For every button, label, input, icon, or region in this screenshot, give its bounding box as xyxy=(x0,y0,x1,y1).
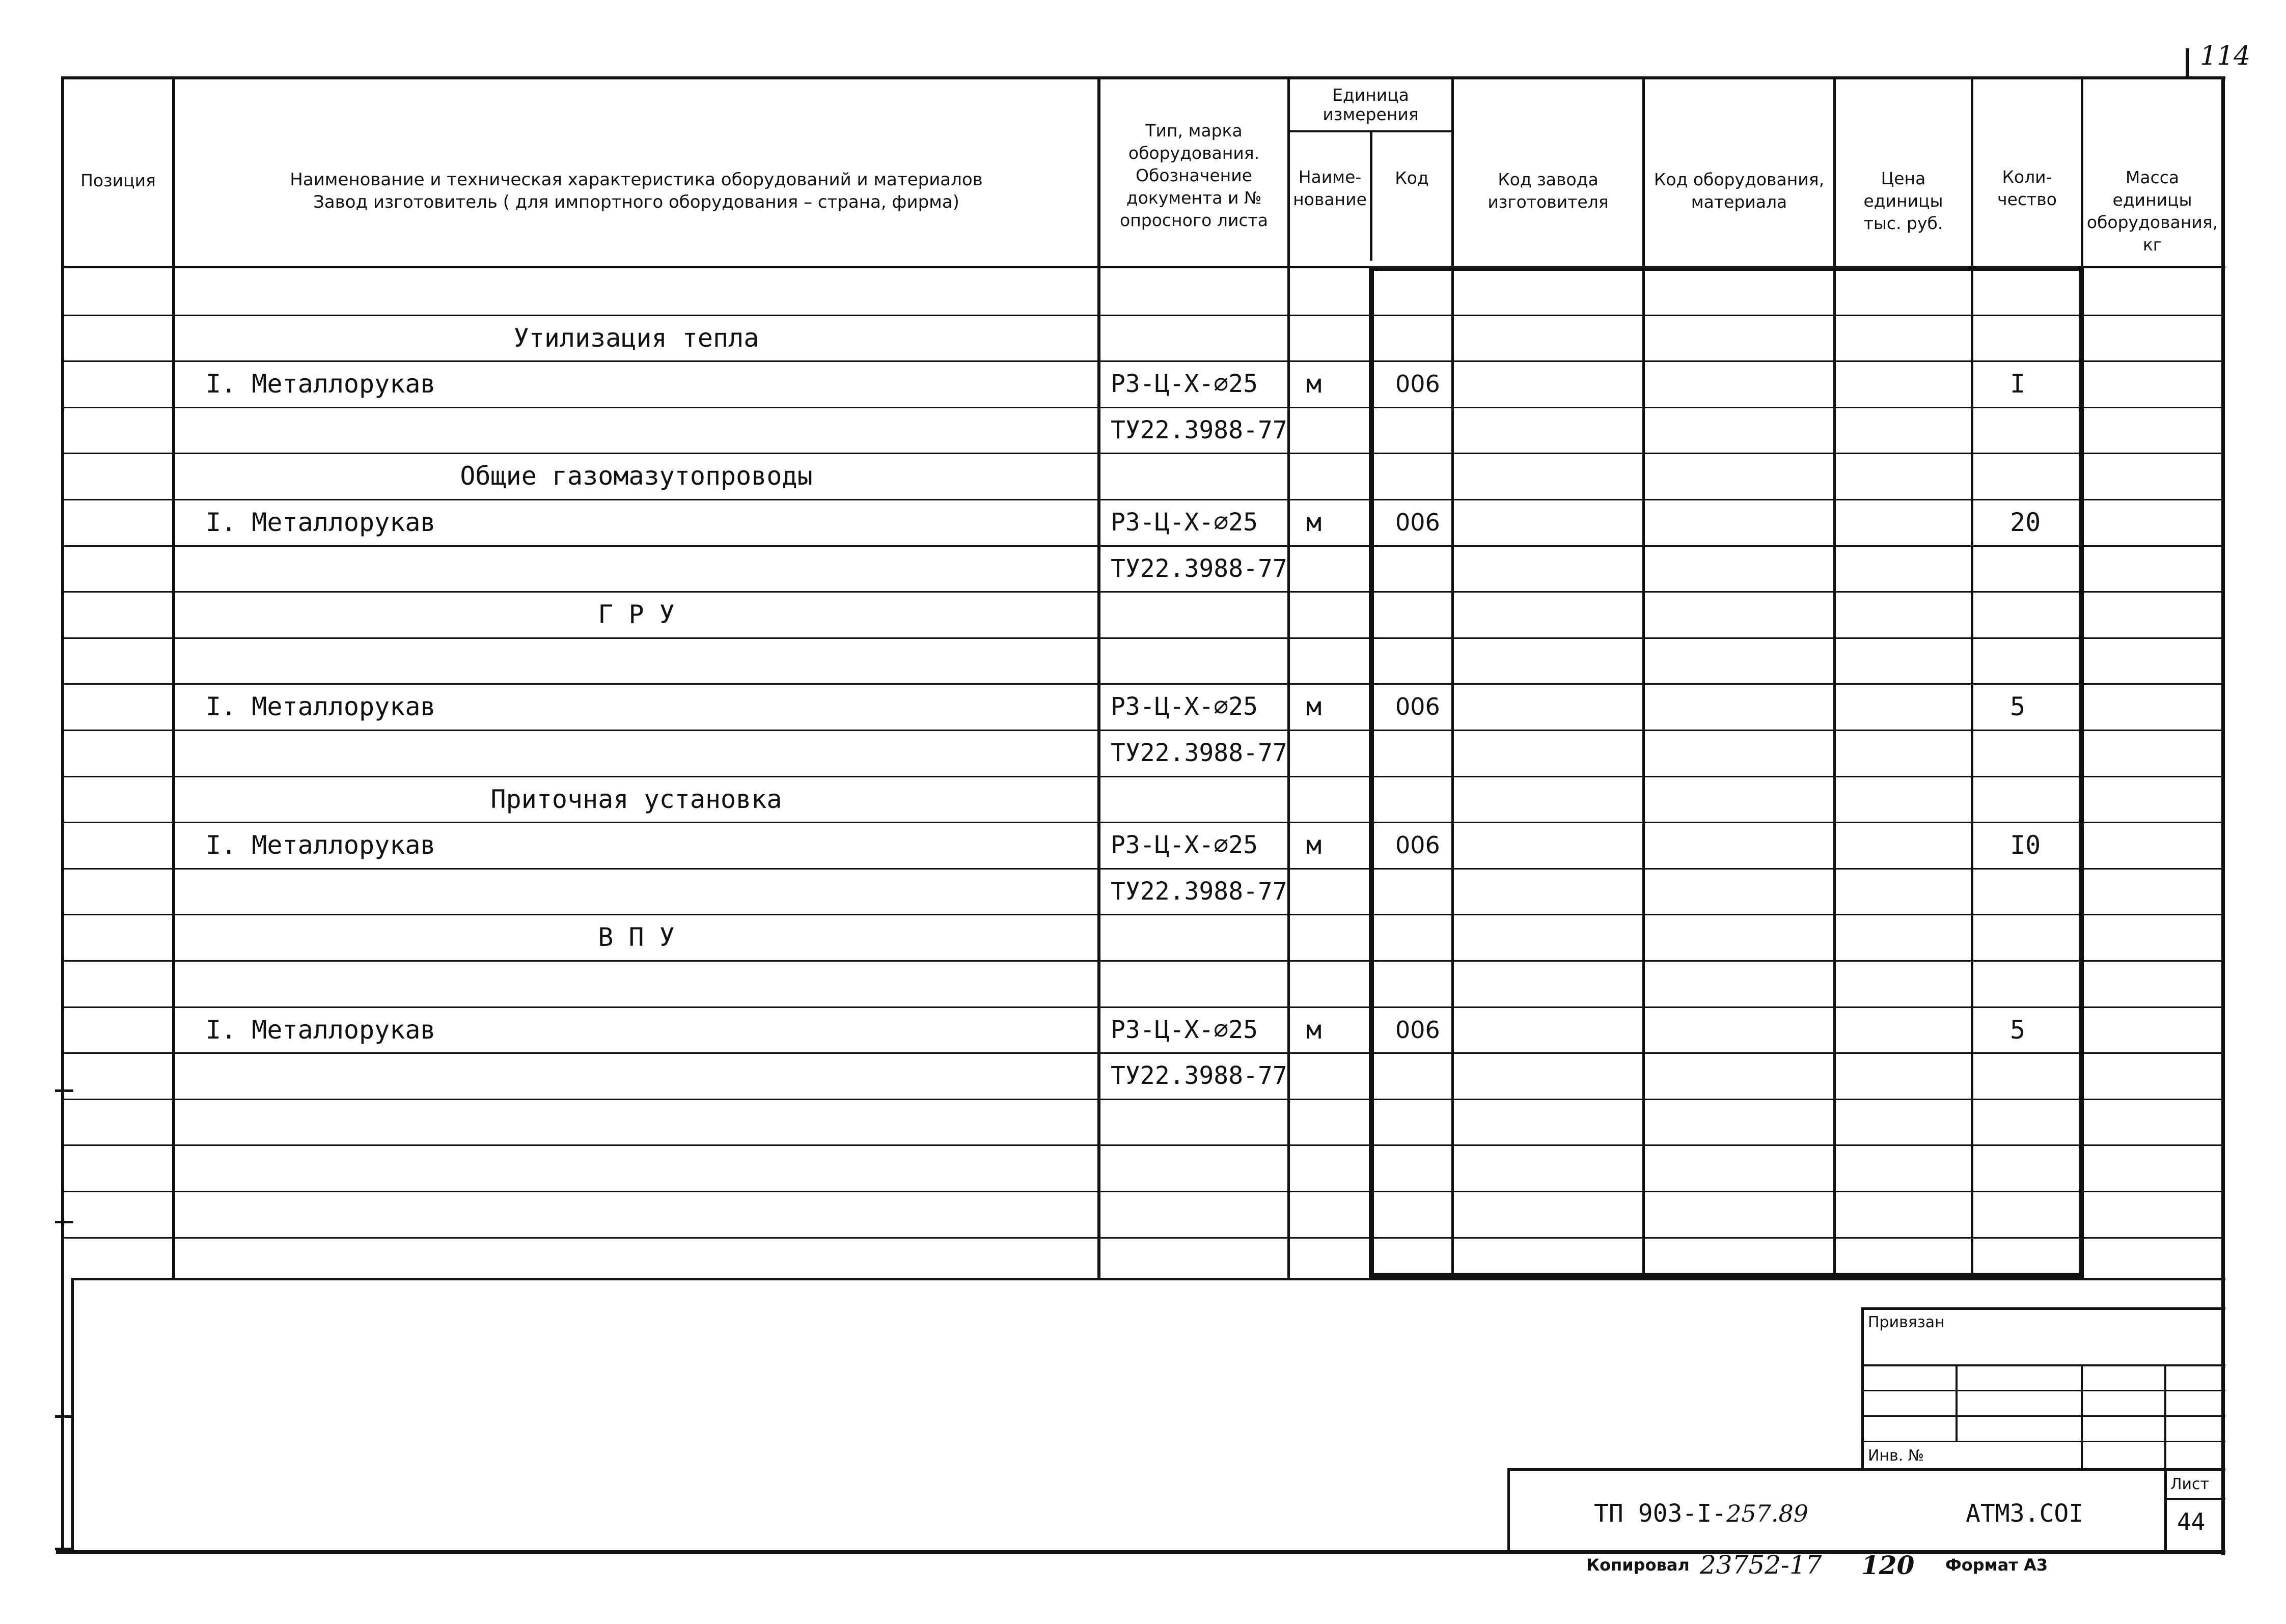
item-name: I. Металлорукав xyxy=(206,691,436,721)
stamp-line xyxy=(1861,1415,2225,1417)
stamp-line xyxy=(2164,1498,2225,1500)
item-code xyxy=(1374,868,1451,914)
frame-top xyxy=(61,76,2225,79)
header-name: Наименование и техническая характеристика оборудований и материалов Завод изготовитель ( для импортного оборудования – страна, фирма) xyxy=(290,170,983,212)
item-code: 006 xyxy=(1395,508,1440,536)
page-number-tick xyxy=(2186,48,2189,76)
doc-code-handwritten: 257.89 xyxy=(1726,1500,1809,1527)
bold-block-top xyxy=(1370,266,2083,271)
item-code xyxy=(1374,407,1451,453)
header-factory-code: Код завода изготовителя xyxy=(1488,170,1609,212)
item-code xyxy=(1374,730,1451,776)
stamp-line xyxy=(1507,1468,1510,1553)
item-name: I. Металлорукав xyxy=(206,1015,436,1045)
doc-code-prefix: ТП 903-I- xyxy=(1594,1499,1727,1528)
item-quantity: I0 xyxy=(2010,830,2041,860)
section-title: Г Р У xyxy=(598,599,675,629)
item-unit: м xyxy=(1306,691,1322,721)
stamp-doc-code xyxy=(1594,1499,1808,1528)
row-divider xyxy=(64,1099,2221,1100)
header-quantity: Коли- чество xyxy=(1997,167,2057,209)
item-quantity xyxy=(1973,1052,2079,1099)
item-code: 006 xyxy=(1395,1016,1440,1044)
stamp-line xyxy=(1507,1468,2225,1471)
item-type: ТУ22.3988-77 xyxy=(1111,415,1287,444)
footer-copy-no: 23752-17 xyxy=(1700,1550,1822,1580)
item-name xyxy=(175,407,1097,453)
header-mass: Масса единицы оборудования, кг xyxy=(2086,167,2218,255)
header-type: Тип, марка оборудования. Обозначение документа и № опросного листа xyxy=(1120,121,1268,230)
item-code xyxy=(1374,545,1451,592)
item-type: РЗ-Ц-Х-⌀25 xyxy=(1111,1015,1258,1044)
margin-tick xyxy=(55,1089,73,1092)
footer-copy-sheet: 120 xyxy=(1861,1550,1915,1580)
item-type: ТУ22.3988-77 xyxy=(1111,554,1287,583)
item-unit: м xyxy=(1306,369,1322,399)
bold-block-right xyxy=(2079,266,2084,1279)
stamp-line xyxy=(1861,1390,2225,1391)
item-unit xyxy=(1290,1052,1370,1099)
header-equipment-code: Код оборудования, материала xyxy=(1654,170,1825,212)
item-code xyxy=(1374,1052,1451,1099)
row-divider xyxy=(64,1237,2221,1239)
bold-block-bottom xyxy=(1369,1273,2084,1278)
item-name: I. Металлорукав xyxy=(206,369,436,399)
header-price: Цена единицы тыс. руб. xyxy=(1863,169,1943,233)
item-type: РЗ-Ц-Х-⌀25 xyxy=(1111,692,1258,721)
item-unit xyxy=(1290,868,1370,914)
item-quantity: 5 xyxy=(2010,1015,2026,1045)
unit-header-divider xyxy=(1287,130,1454,132)
section-title: Общие газомазутопроводы xyxy=(460,461,813,491)
stamp-line xyxy=(2164,1468,2167,1553)
item-code: 006 xyxy=(1395,370,1440,398)
stamp-line xyxy=(1956,1364,1958,1442)
margin-tick xyxy=(55,1415,73,1418)
item-type: ТУ22.3988-77 xyxy=(1111,738,1287,767)
item-unit: м xyxy=(1306,1015,1322,1045)
header-unit-code: Код xyxy=(1395,168,1429,188)
item-unit: м xyxy=(1306,507,1322,537)
item-quantity: 20 xyxy=(2010,507,2041,537)
item-unit xyxy=(1290,730,1370,776)
stamp-line xyxy=(2164,1364,2166,1470)
item-quantity xyxy=(1973,407,2079,453)
item-quantity xyxy=(1973,868,2079,914)
item-type: ТУ22.3988-77 xyxy=(1111,877,1287,906)
row-divider xyxy=(64,960,2221,962)
item-unit: м xyxy=(1306,830,1322,860)
section-title: В П У xyxy=(598,922,675,952)
item-name xyxy=(175,1052,1097,1099)
row-divider xyxy=(64,1144,2221,1146)
stamp-line xyxy=(1861,1307,1864,1470)
item-name xyxy=(175,730,1097,776)
item-quantity xyxy=(1973,545,2079,592)
stamp-line xyxy=(1861,1441,2225,1442)
page-number: 114 xyxy=(2200,41,2251,71)
stamp-privyazan: Привязан xyxy=(1868,1313,1945,1331)
item-name: I. Металлорукав xyxy=(206,507,436,537)
row-divider xyxy=(64,1191,2221,1192)
row-divider xyxy=(64,637,2221,639)
item-code: 006 xyxy=(1395,692,1440,720)
item-type: РЗ-Ц-Х-⌀25 xyxy=(1111,369,1258,398)
item-name xyxy=(175,868,1097,914)
section-title: Приточная установка xyxy=(490,784,782,814)
stamp-line xyxy=(1861,1307,2225,1310)
item-quantity xyxy=(1973,730,2079,776)
item-quantity: 5 xyxy=(2010,691,2026,721)
header-position: Позиция xyxy=(80,171,156,190)
item-name: I. Металлорукав xyxy=(206,830,436,860)
item-name xyxy=(175,545,1097,592)
section-title: Утилизация тепла xyxy=(513,323,759,353)
margin-tick xyxy=(55,1548,73,1550)
item-type: ТУ22.3988-77 xyxy=(1111,1061,1287,1090)
margin-tick xyxy=(55,1221,73,1223)
item-type: РЗ-Ц-Х-⌀25 xyxy=(1111,508,1258,537)
stamp-inv-no: Инв. № xyxy=(1868,1447,1924,1465)
header-unit-group: Единица измерения xyxy=(1323,85,1419,124)
item-unit xyxy=(1290,545,1370,592)
stamp-line xyxy=(2081,1364,2083,1470)
item-type: РЗ-Ц-Х-⌀25 xyxy=(1111,830,1258,859)
stamp-list-label: Лист xyxy=(2170,1475,2210,1493)
item-unit xyxy=(1290,407,1370,453)
header-unit-name: Наиме- нование xyxy=(1293,167,1367,209)
item-code: 006 xyxy=(1395,831,1440,859)
table-bottom xyxy=(71,1278,2225,1280)
footer-kopiroval: Копировал xyxy=(1586,1555,1690,1575)
frame-left xyxy=(61,76,64,1553)
stamp-line xyxy=(1861,1364,2225,1366)
footer-format: Формат А3 xyxy=(1945,1555,2048,1575)
stamp-list-no: 44 xyxy=(2177,1508,2206,1535)
item-quantity: I xyxy=(2010,369,2026,399)
frame-right xyxy=(2221,76,2225,1555)
stamp-mark: АТМЗ.COI xyxy=(1966,1499,2084,1528)
